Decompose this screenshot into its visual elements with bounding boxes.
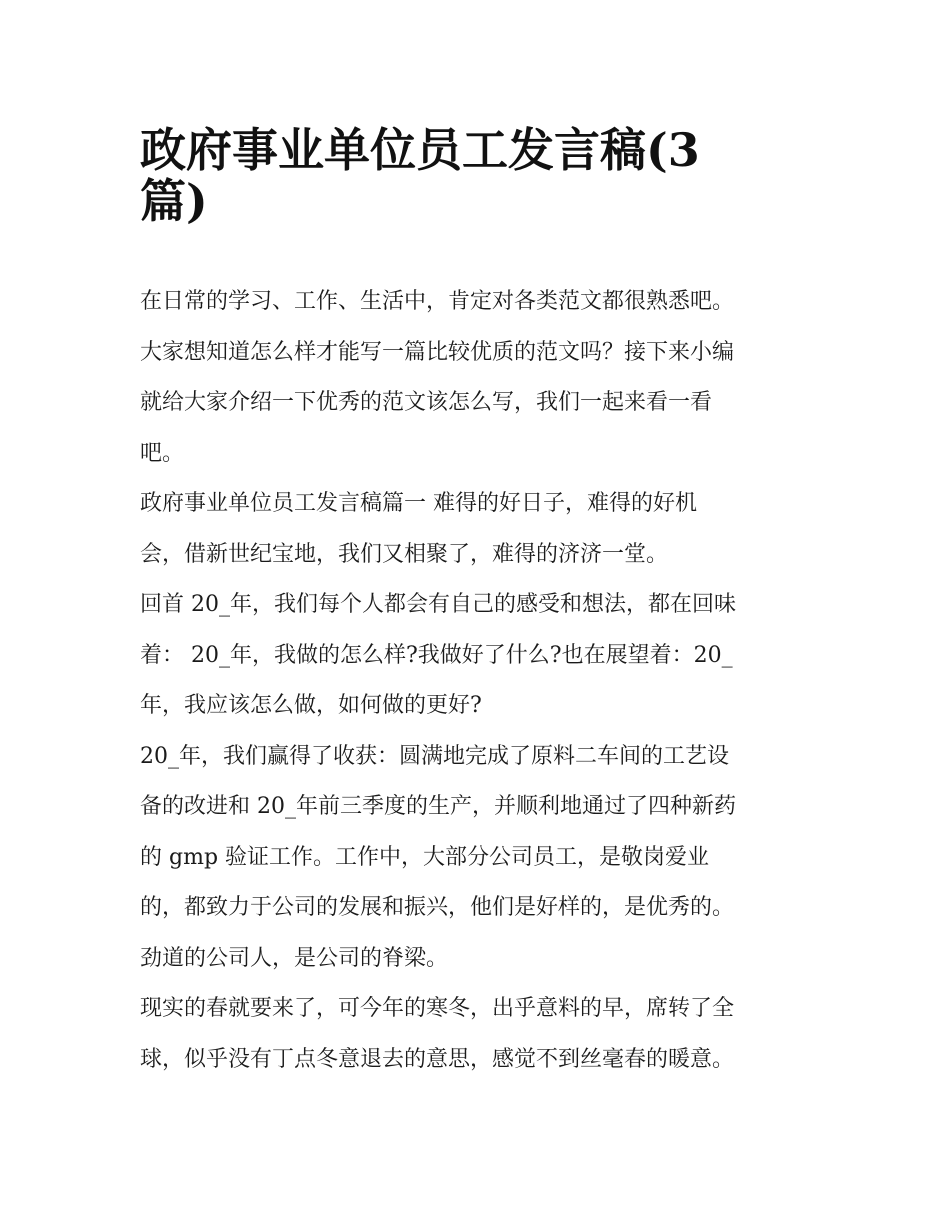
text-line: 政府事业单位员工发言稿篇一 难得的好日子，难得的好机 xyxy=(140,491,697,516)
paragraph-review xyxy=(140,580,812,732)
text-line: 就给大家介绍一下优秀的范文该怎么写，我们一起来看一看 xyxy=(140,390,713,415)
text-line: 备的改进和 20_年前三季度的生产，并顺利地通过了四种新药 xyxy=(140,794,736,819)
document-body xyxy=(140,277,812,1085)
text-line: 着： 20_年，我做的怎么样?我做好了什么?也在展望着：20_ xyxy=(140,642,733,668)
text-line: 的，都致力于公司的发展和振兴，他们是好样的，是优秀的。 xyxy=(140,895,735,920)
text-line: 劲道的公司人，是公司的脊梁。 xyxy=(140,945,449,971)
paragraph-intro xyxy=(140,277,812,479)
paragraph-winter xyxy=(140,984,812,1085)
title-line: 篇) xyxy=(140,173,208,228)
text-line: 20_年，我们赢得了收获：圆满地完成了原料二车间的工艺设 xyxy=(140,743,729,769)
text-line: 吧。 xyxy=(140,440,185,466)
paragraph-achievements xyxy=(140,732,812,985)
text-line: 回首 20_年，我们每个人都会有自己的感受和想法，都在回味 xyxy=(140,592,736,617)
paragraph-speech-one-opening xyxy=(140,479,812,580)
text-line: 大家想知道怎么样才能写一篇比较优质的范文吗？接下来小编 xyxy=(140,339,735,365)
text-line: 年，我应该怎么做，如何做的更好? xyxy=(140,693,482,718)
text-line: 在日常的学习、工作、生活中，肯定对各类范文都很熟悉吧。 xyxy=(140,289,735,314)
text-line: 会，借新世纪宝地，我们又相聚了，难得的济济一堂。 xyxy=(140,541,669,567)
text-line: 球，似乎没有丁点冬意退去的意思，感觉不到丝毫春的暖意。 xyxy=(140,1046,735,1072)
document-title xyxy=(140,112,820,228)
title-line: 政府事业单位员工发言稿(3 xyxy=(140,123,700,177)
text-line: 的 gmp 验证工作。工作中，大部分公司员工，是敬岗爱业 xyxy=(140,844,710,870)
text-line: 现实的春就要来了，可今年的寒冬，出乎意料的早，席转了全 xyxy=(140,996,735,1021)
